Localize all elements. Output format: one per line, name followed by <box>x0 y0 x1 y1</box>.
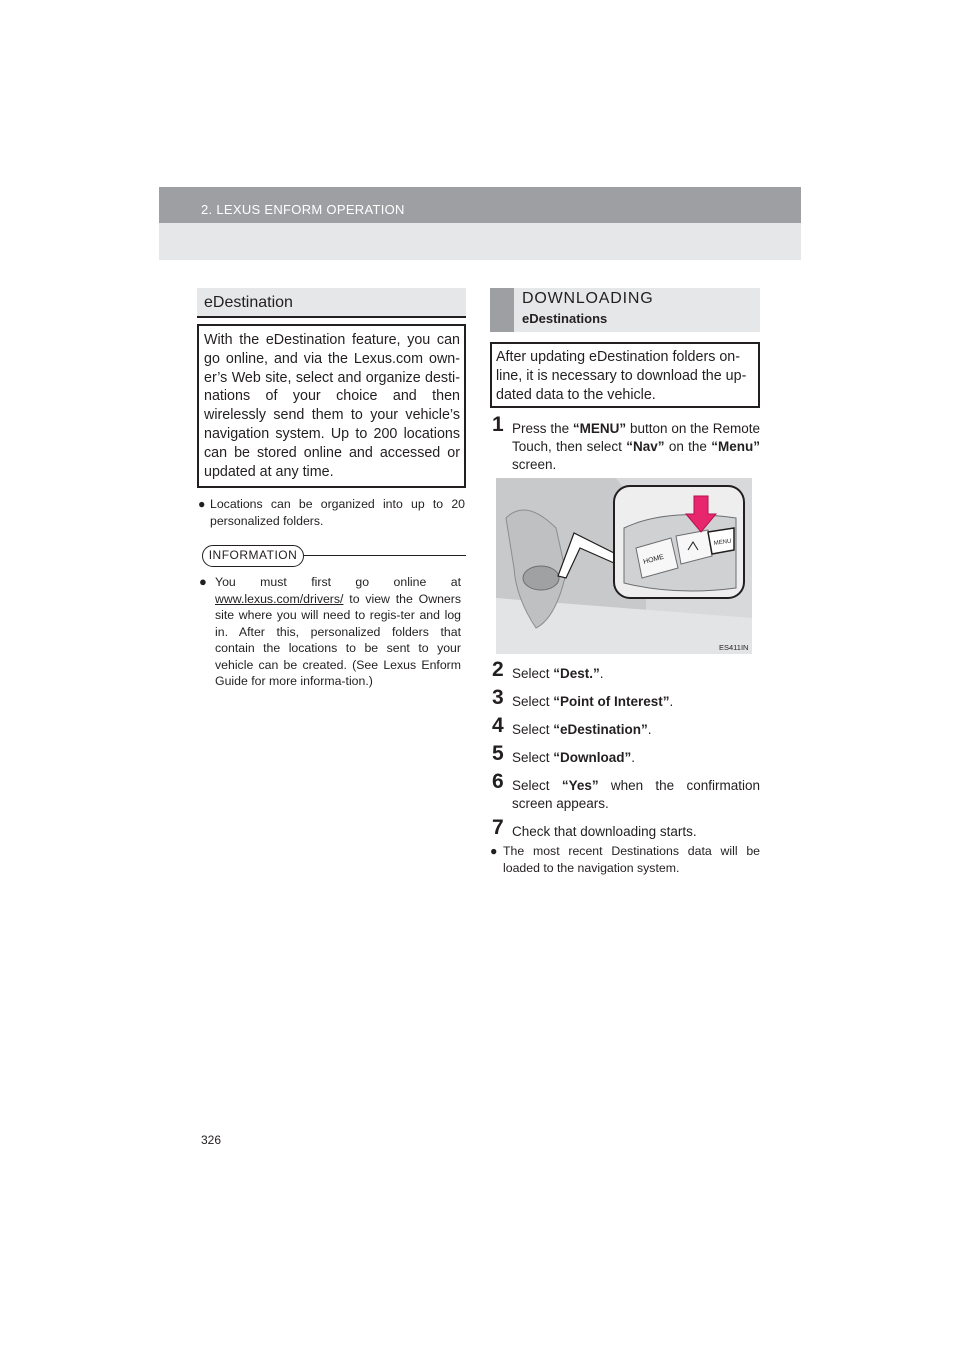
information-rule <box>304 555 466 556</box>
information-body <box>199 574 461 690</box>
folders-bullet <box>198 496 465 530</box>
header-band-lower <box>159 223 801 260</box>
step-3 <box>492 686 760 711</box>
step-text: Select “Download”. <box>512 750 636 765</box>
edestination-intro-box: With the eDestination feature, you can go online, and via the Lexus.com own-er’s Web site, select and organize desti-nations of your choice and then wirelessly send them to your vehicle’s navigation system. Up to 200 locations can be stored online and accessed or updated at any time. <box>197 324 466 488</box>
bullet-dot-icon: ● <box>198 497 206 511</box>
step-text: Press the “MENU” button on the Remote Touch, then select “Nav” on the “Menu” screen. <box>512 421 760 472</box>
figure-code: ES411IN <box>719 643 749 652</box>
shift-knob-icon <box>523 566 559 590</box>
step-6 <box>492 770 760 813</box>
step-1 <box>492 413 760 474</box>
step-text: Select “Yes” when the confirmation screen appears. <box>512 778 760 811</box>
menu-label: MENU <box>713 538 732 547</box>
step-number: 4 <box>492 714 504 737</box>
step-text: Check that downloading starts. <box>512 824 697 839</box>
step-5 <box>492 742 760 767</box>
owners-site-link[interactable]: www.lexus.com/drivers/ <box>215 591 344 606</box>
step-2 <box>492 658 760 683</box>
step-number: 3 <box>492 686 504 709</box>
step-number: 5 <box>492 742 504 765</box>
step-text: Select “Point of Interest”. <box>512 694 674 709</box>
section-title-downloading: DOWNLOADING <box>522 290 654 307</box>
information-text: You must first go online at www.lexus.com/drivers/ to view the Owners site where you will need to regis-ter and log in. After this, personalized folders that contain the locations to be sent to your vehicle can be created. (See Lexus Enform Guide for more informa-tion.) <box>215 575 461 688</box>
info-bullet-icon: ● <box>199 574 207 589</box>
step-number: 7 <box>492 816 504 839</box>
step-number: 6 <box>492 770 504 793</box>
step-number: 2 <box>492 658 504 681</box>
remote-touch-figure <box>496 478 752 654</box>
chapter-title: 2. LEXUS ENFORM OPERATION <box>201 202 405 217</box>
title-accent <box>490 288 514 332</box>
section-subtitle: eDestinations <box>522 311 608 326</box>
information-label: INFORMATION <box>202 545 304 567</box>
step-text: Select “eDestination”. <box>512 722 652 737</box>
bullet-dot-icon: ● <box>490 844 498 858</box>
section-title-edestination: eDestination <box>204 294 293 311</box>
step-4 <box>492 714 760 739</box>
destinations-bullet <box>490 843 760 877</box>
page-number: 326 <box>201 1133 222 1147</box>
step-7 <box>492 816 760 841</box>
folders-bullet-text: Locations can be organized into up to 20 personalized folders. <box>210 497 465 528</box>
step-number: 1 <box>492 413 504 436</box>
downloading-intro-box: After updating eDestination folders on-line, it is necessary to download the up-dated data to the vehicle. <box>490 342 760 408</box>
step-text: Select “Dest.”. <box>512 666 604 681</box>
home-label: HOME <box>642 553 665 566</box>
destinations-bullet-text: The most recent Destinations data will be loaded to the navigation system. <box>503 844 760 875</box>
